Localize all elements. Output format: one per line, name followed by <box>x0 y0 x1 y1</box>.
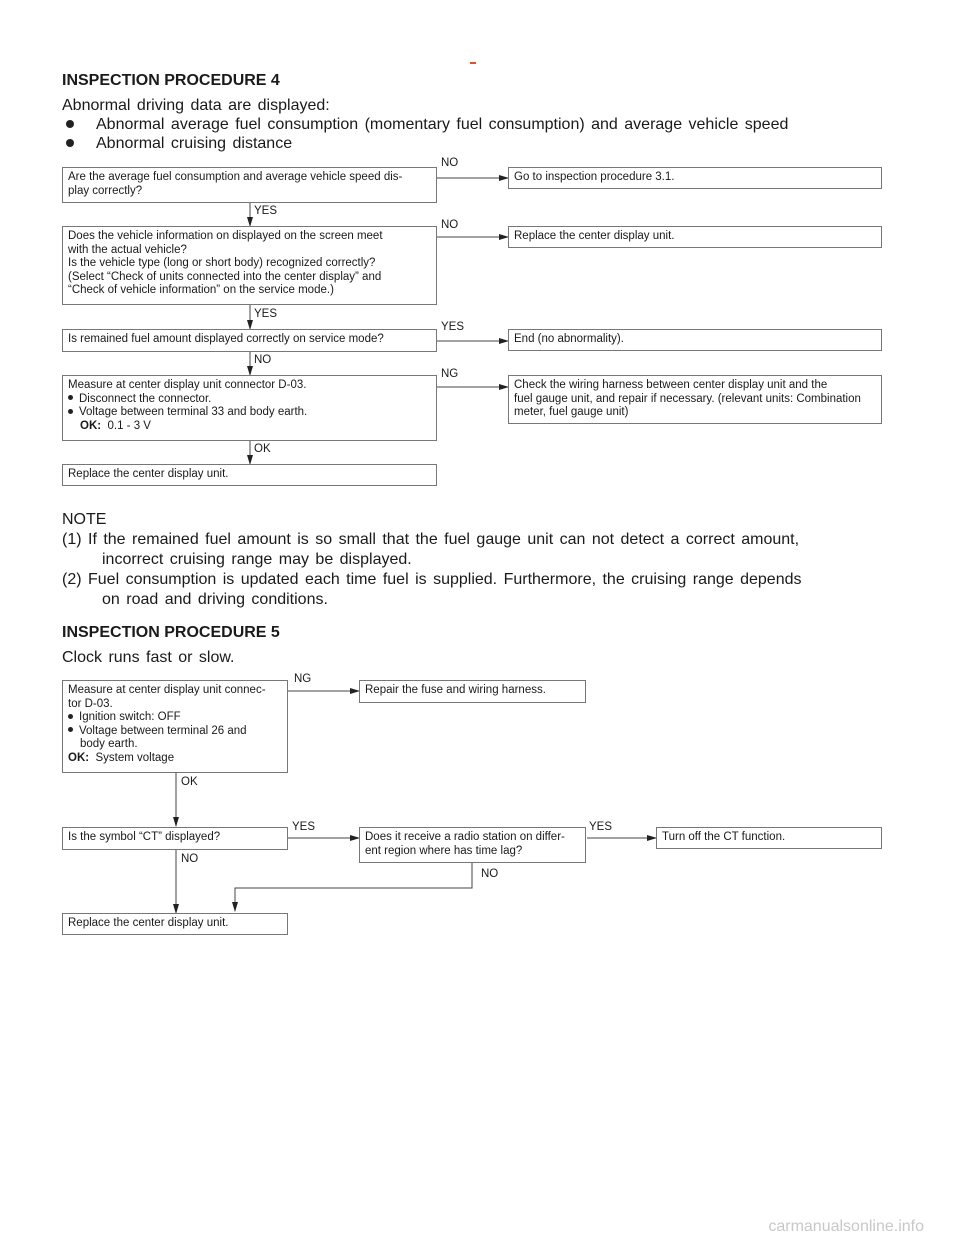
p4-q4-ok-label: OK <box>254 443 271 455</box>
p4-q3-no-label: NO <box>254 354 272 366</box>
p4-q4-ng-label: NG <box>441 368 459 380</box>
proc4-title: INSPECTION PROCEDURE 4 <box>62 72 280 89</box>
p5-final-box: Replace the center display unit. <box>62 913 288 935</box>
p5-q3-yes-label: YES <box>589 821 613 833</box>
p4-q1-no-result: Go to inspection procedure 3.1. <box>508 167 882 189</box>
p4-q1-yes-label: YES <box>254 205 278 217</box>
p5-q1-box: Measure at center display unit connec- tor D-03. Ignition switch: OFF Voltage between terminal 26 and body earth. OK: System voltage <box>62 680 288 773</box>
watermark: carmanualsonline.info <box>768 1218 924 1235</box>
p4-q4-ng-result: Check the wiring harness between center display unit and the fuel gauge unit, and repair if necessary. (relevant units: Combination meter, fuel gauge unit) <box>508 375 882 424</box>
p5-q3-yes-result: Turn off the CT function. <box>656 827 882 849</box>
p4-q1-box: Are the average fuel consumption and average vehicle speed dis- play correctly? <box>62 167 437 203</box>
proc5-intro: Clock runs fast or slow. <box>62 649 235 666</box>
proc5-title: INSPECTION PROCEDURE 5 <box>62 624 280 641</box>
p5-q1-ng-result: Repair the fuse and wiring harness. <box>359 680 586 703</box>
note-block <box>62 510 802 610</box>
note-item-1-cont: incorrect cruising range may be displayed. <box>102 551 412 568</box>
p4-final-box: Replace the center display unit. <box>62 464 437 486</box>
p5-q1-ng-label: NG <box>294 673 312 685</box>
p4-q2-no-result: Replace the center display unit. <box>508 226 882 248</box>
p4-q3-box: Is remained fuel amount displayed correctly on service mode? <box>62 329 437 352</box>
bullet-icon <box>68 409 73 414</box>
p4-q3-yes-result: End (no abnormality). <box>508 329 882 351</box>
p5-q3-box: Does it receive a radio station on differ- ent region where has time lag? <box>359 827 586 863</box>
proc4-intro: Abnormal driving data are displayed: <box>62 97 330 114</box>
bullet-icon <box>68 395 73 400</box>
p5-q3-no-label: NO <box>481 868 499 880</box>
note-item-2: (2) Fuel consumption is updated each time fuel is supplied. Furthermore, the cruising range depends <box>62 571 802 588</box>
p4-q3-yes-label: YES <box>441 321 465 333</box>
bullet-icon <box>68 714 73 719</box>
bullet-icon <box>68 727 73 732</box>
proc4-bullet-1: Abnormal average fuel consumption (momentary fuel consumption) and average vehicle speed <box>62 116 788 134</box>
p5-q3-no-arrow <box>235 863 472 911</box>
p4-q2-yes-label: YES <box>254 308 278 320</box>
p5-q2-no-label: NO <box>181 853 199 865</box>
p4-q4-box: Measure at center display unit connector D-03. Disconnect the connector. Voltage between terminal 33 and body earth. OK: 0.1 - 3 V <box>62 375 437 441</box>
p4-q2-no-label: NO <box>441 219 459 231</box>
note-item-2-cont: on road and driving conditions. <box>102 591 328 608</box>
proc4-bullet-2: Abnormal cruising distance <box>62 135 292 153</box>
note-title: NOTE <box>62 511 107 528</box>
note-item-1: (1) If the remained fuel amount is so small that the fuel gauge unit can not detect a correct amount, <box>62 531 800 548</box>
p4-q2-box: Does the vehicle information on displayed on the screen meet with the actual vehicle? Is the vehicle type (long or short body) recognized correctly? (Select “Check of units connected into the center display” and “Check of vehicle information” on the service mode.) <box>62 226 437 305</box>
p5-q2-box: Is the symbol “CT” displayed? <box>62 827 288 850</box>
p4-q1-no-label: NO <box>441 157 459 169</box>
p5-q1-ok-label: OK <box>181 776 198 788</box>
p5-q2-yes-label: YES <box>292 821 316 833</box>
